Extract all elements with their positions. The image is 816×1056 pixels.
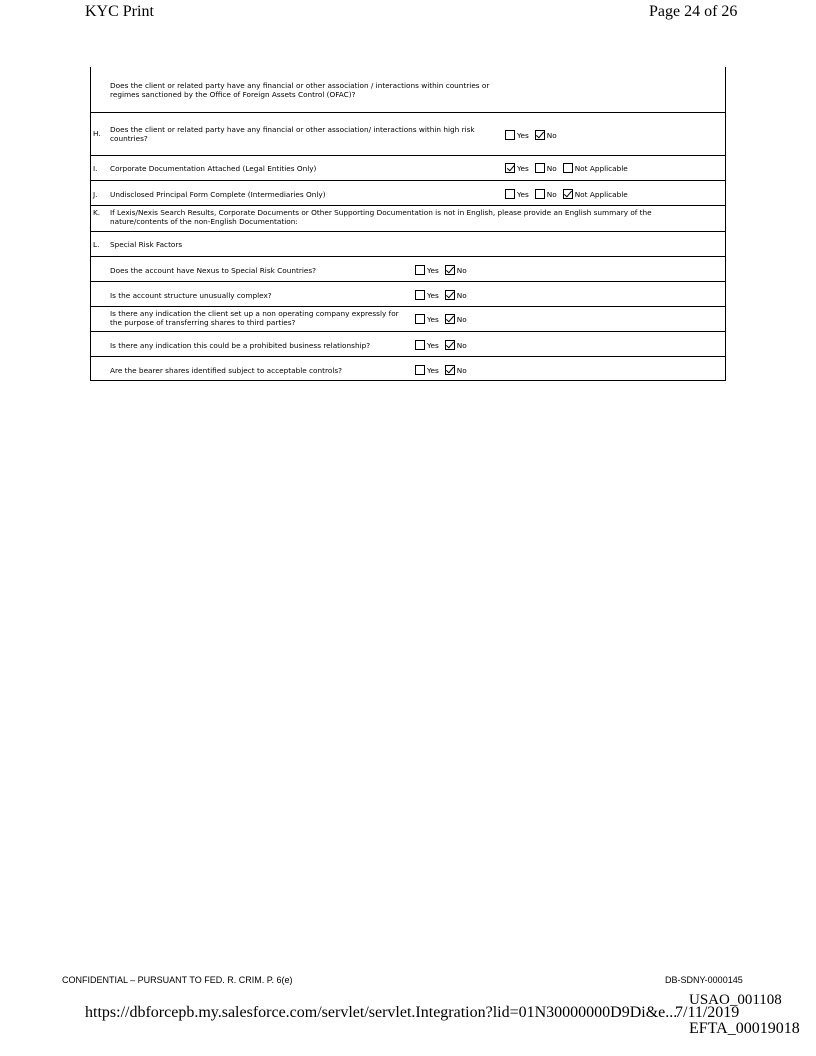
yes-no-na-options — [505, 189, 634, 199]
row-h — [91, 112, 725, 155]
row-text: If Lexis/Nexis Search Results, Corporate Documents or Other Supporting Documentation is not in English, please provide an English summary of the nature/contents of the non-English Documentation: — [110, 208, 652, 226]
option-label: No — [546, 190, 557, 199]
yes-no-options — [415, 265, 473, 275]
option-label: No — [456, 366, 467, 375]
kyc-form-table — [90, 67, 726, 381]
row-letter: L. — [93, 240, 100, 249]
special-risk-row — [91, 306, 725, 331]
question-text: Does the account have Nexus to Special Risk Countries? — [110, 266, 317, 275]
option-label: Yes — [427, 266, 439, 275]
option-label: No — [546, 164, 557, 173]
option-label: Yes — [517, 131, 529, 140]
not-applicable-checkbox[interactable] — [563, 189, 573, 199]
not-applicable-checkbox[interactable] — [563, 163, 573, 173]
special-risk-row — [91, 256, 725, 281]
no-checkbox[interactable] — [535, 130, 545, 140]
page-number: Page 24 of 26 — [649, 3, 738, 20]
option-label: No — [456, 266, 467, 275]
special-risk-row — [91, 331, 725, 356]
row-text: Does the client or related party have any financial or other association/ interactions within high risk countries? — [110, 125, 475, 143]
yes-no-options — [505, 130, 563, 140]
page-url[interactable]: https://dbforcepb.my.salesforce.com/servlet/servlet.Integration?lid=01N30000000D9Di&e... — [85, 1004, 678, 1021]
confidential-notice: CONFIDENTIAL – PURSUANT TO FED. R. CRIM. P. 6(e) — [62, 975, 293, 985]
no-checkbox[interactable] — [535, 189, 545, 199]
row-letter: J. — [93, 190, 98, 199]
row-letter: K. — [93, 208, 101, 217]
yes-no-options — [415, 365, 473, 375]
header-title: KYC Print — [85, 3, 154, 20]
option-label: No — [456, 341, 467, 350]
yes-checkbox[interactable] — [415, 340, 425, 350]
usao-number: USAO_001108 — [689, 992, 782, 1008]
yes-no-options — [415, 314, 473, 324]
yes-checkbox[interactable] — [505, 189, 515, 199]
question-text: Is there any indication this could be a prohibited business relationship? — [110, 341, 371, 350]
row-text: Corporate Documentation Attached (Legal Entities Only) — [110, 164, 317, 173]
option-label: Yes — [427, 341, 439, 350]
option-label: Yes — [517, 164, 529, 173]
special-risk-row — [91, 356, 725, 380]
question-text: Are the bearer shares identified subject to acceptable controls? — [110, 366, 343, 375]
no-checkbox[interactable] — [535, 163, 545, 173]
row-k — [91, 205, 725, 231]
yes-no-options — [415, 290, 473, 300]
yes-checkbox[interactable] — [505, 163, 515, 173]
bates-number: DB-SDNY-0000145 — [665, 975, 743, 985]
option-label: Yes — [427, 291, 439, 300]
option-label: No — [456, 315, 467, 324]
efta-number: EFTA_00019018 — [689, 1020, 800, 1037]
yes-checkbox[interactable] — [505, 130, 515, 140]
option-label: Yes — [427, 315, 439, 324]
row-letter: H. — [93, 129, 101, 138]
option-label: Yes — [427, 366, 439, 375]
option-label: No — [546, 131, 557, 140]
yes-checkbox[interactable] — [415, 265, 425, 275]
question-text: Is the account structure unusually complex? — [110, 291, 272, 300]
row-text: Undisclosed Principal Form Complete (Intermediaries Only) — [110, 190, 326, 199]
no-checkbox[interactable] — [445, 290, 455, 300]
no-checkbox[interactable] — [445, 314, 455, 324]
yes-checkbox[interactable] — [415, 290, 425, 300]
no-checkbox[interactable] — [445, 265, 455, 275]
special-risk-row — [91, 281, 725, 306]
row-letter: I. — [93, 164, 98, 173]
option-label: Not Applicable — [574, 164, 628, 173]
yes-checkbox[interactable] — [415, 365, 425, 375]
row-text: Special Risk Factors — [110, 240, 183, 249]
no-checkbox[interactable] — [445, 365, 455, 375]
yes-checkbox[interactable] — [415, 314, 425, 324]
yes-no-options — [415, 340, 473, 350]
yes-no-na-options — [505, 163, 634, 173]
ofac-row — [91, 67, 725, 112]
row-i — [91, 155, 725, 180]
print-date: 7/11/2019 — [675, 1004, 740, 1021]
row-l — [91, 231, 725, 256]
ofac-question: Does the client or related party have any financial or other association / interactions within countries or regimes sanctioned by the Office of Foreign Assets Control (OFAC)? — [110, 81, 490, 99]
no-checkbox[interactable] — [445, 340, 455, 350]
row-j — [91, 180, 725, 205]
option-label: Yes — [517, 190, 529, 199]
question-text: Is there any indication the client set up a non operating company expressly for the purpose of transferring shares to third parties? — [110, 309, 399, 327]
option-label: No — [456, 291, 467, 300]
option-label: Not Applicable — [574, 190, 628, 199]
